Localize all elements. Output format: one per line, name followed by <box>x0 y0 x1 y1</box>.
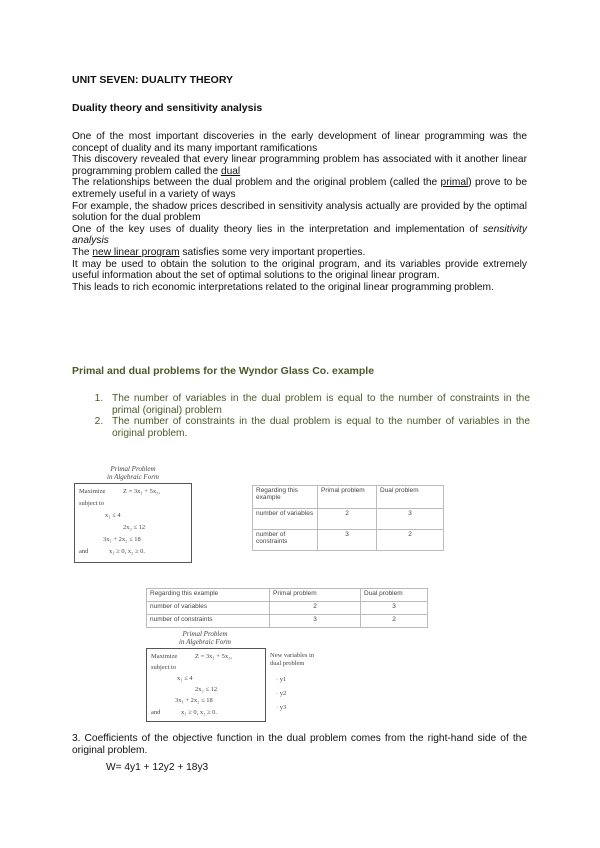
sensitivity-term: sensitivity analysis <box>72 223 527 247</box>
properties-list <box>72 393 530 439</box>
section-title-duality: Duality theory and sensitivity analysis <box>72 102 263 114</box>
list-item: 1. The number of variables in the dual problem is equal to the number of constraints in the primal (original) problem <box>106 393 530 416</box>
primal-term: primal <box>440 177 469 189</box>
point-three: 3. Coefficients of the objective function in the dual problem comes from the right-hand side of the original problem. <box>72 733 527 756</box>
intro-body <box>72 131 527 293</box>
primal-dual-variables-figure: Primal Problem in Algebraic Form Maximize Z = 3x₁ + 5x₂, subject to x₁ ≤ 4 2x₂ ≤ 12 3x₁ + 2x₂ ≤ 18 and x₁ ≥ 0, x₂ ≥ 0. New variables in dual problem · y1 · y2 · y3 <box>146 630 324 722</box>
paragraph: For example, the shadow prices described in sensitivity analysis actually are provided by the optimal solution for the dual problem <box>72 200 527 224</box>
paragraph: It may be used to obtain the solution to the original program, and its variables provide extremely useful information about the set of optimal solutions to the original linear program. <box>72 258 527 282</box>
dual-objective: W= 4y1 + 12y2 + 18y3 <box>106 762 209 773</box>
paragraph: One of the most important discoveries in the early development of linear programming was the concept of duality and its many important ramifications <box>72 131 527 154</box>
figure-caption: Primal Problem <box>110 465 156 473</box>
section-title-primal-dual: Primal and dual problems for the Wyndor Glass Co. example <box>72 365 375 377</box>
dual-term: dual <box>220 165 241 177</box>
paragraph: The new linear program satisfies some very important properties. <box>72 246 366 258</box>
table-row: number of variables 2 3 <box>147 602 428 615</box>
paragraph: This discovery revealed that every linear programming problem has associated with it another linear programming problem called the dual <box>72 154 527 177</box>
comparison-table-2: Regarding this example Primal problem Dual problem number of variables 2 3 number of constraints 3 2 <box>146 588 428 628</box>
new-linear-program-link[interactable]: new linear program <box>92 246 180 258</box>
new-variables-label: New variables in dual problem <box>270 652 315 667</box>
paragraph: The relationships between the dual problem and the original problem (called the primal) prove to be extremely useful in a variety of ways <box>72 177 527 200</box>
table-row: number of constraints 3 2 <box>253 530 444 551</box>
table-row: number of constraints 3 2 <box>147 615 428 628</box>
unit-title: UNIT SEVEN: DUALITY THEORY <box>72 74 234 86</box>
paragraph: One of the key uses of duality theory lies in the interpretation and implementation of sensitivity analysis <box>72 223 527 247</box>
primal-problem-figure: Primal Problem in Algebraic Form Maximize Z = 3x₁ + 5x₂, subject to x₁ ≤ 4 2x₂ ≤ 12 3x₁ + 2x₂ ≤ 18 and x₁ ≥ 0, x₂ ≥ 0. <box>74 465 192 563</box>
paragraph: This leads to rich economic interpretations related to the original linear programming problem. <box>72 281 494 293</box>
table-row: number of variables 2 3 <box>253 509 444 530</box>
comparison-table-1: Regarding this example Primal problem Dual problem number of variables 2 3 number of constraints 3 2 <box>252 485 444 551</box>
figure-caption: in Algebraic Form <box>107 473 159 481</box>
list-item: 2. The number of constraints in the dual problem is equal to the number of variables in the original problem. <box>106 416 530 439</box>
